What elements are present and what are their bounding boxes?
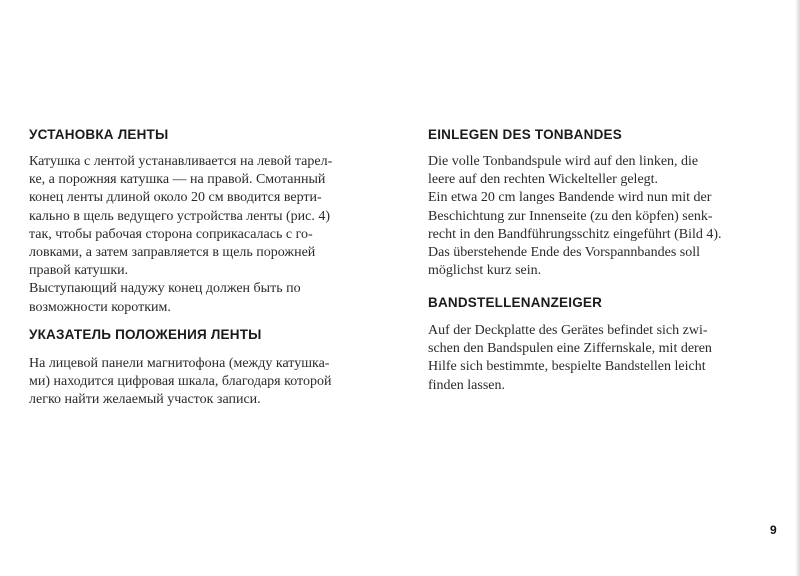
text-line: ке, а порожняя катушка — на правой. Смотанный [29, 172, 326, 188]
text-line: так, чтобы рабочая сторона соприкасалась с го- [29, 226, 313, 242]
heading-tape-loading-ru: УСТАНОВКА ЛЕНТЫ [29, 127, 169, 142]
text-line: Выступающий надужу конец должен быть по [29, 281, 301, 297]
heading-tape-loading-de: EINLEGEN DES TONBANDES [428, 127, 622, 142]
text-line: ловками, а затем заправляется в щель порожней [29, 245, 316, 261]
heading-tape-position-de: BANDSTELLENANZEIGER [428, 295, 603, 310]
text-line: recht in den Bandführungsschitz eingeführt (Bild 4). [428, 226, 722, 242]
text-line: ми) находится цифровая шкала, благодаря которой [29, 374, 332, 390]
paragraph-tape-loading-ru [29, 153, 377, 317]
text-line: Hilfe sich bestimmte, bespielte Bandstellen leicht [428, 359, 706, 375]
text-line: возможности коротким. [29, 299, 171, 315]
text-line: Ein etwa 20 cm langes Bandende wird nun mit der [428, 190, 712, 206]
page-number: 9 [770, 523, 777, 537]
text-line: правой катушки. [29, 263, 129, 279]
text-line: Auf der Deckplatte des Gerätes befindet sich zwi- [428, 323, 708, 338]
text-line: möglichst kurz sein. [428, 263, 542, 279]
text-line: schen den Bandspulen eine Ziffernskale, mit deren [428, 341, 712, 357]
text-line: Die volle Tonbandspule wird auf den linken, die [428, 154, 699, 169]
text-line: finden lassen. [428, 377, 505, 393]
paragraph-tape-loading-de [428, 153, 778, 280]
paragraph-tape-position-ru [29, 355, 377, 410]
text-line: leere auf den rechten Wickelteller gelegt. [428, 172, 659, 188]
heading-tape-position-ru: УКАЗАТЕЛЬ ПОЛОЖЕНИЯ ЛЕНТЫ [29, 327, 262, 342]
text-line: На лицевой панели магнитофона (между катушка- [29, 356, 330, 371]
page-edge-shadow [795, 0, 800, 576]
paragraph-tape-position-de [428, 322, 778, 395]
text-line: Beschichtung zur Innenseite (zu den köpfen) senk- [428, 208, 713, 224]
text-line: кально в щель ведущего устройства ленты (рис. 4) [29, 208, 331, 224]
text-line: Das überstehende Ende des Vorspannbandes soll [428, 245, 701, 261]
text-line: Катушка с лентой устанавливается на левой тарел- [29, 154, 333, 169]
text-line: конец ленты длиной около 20 см вводится верти- [29, 190, 322, 206]
text-line: легко найти желаемый участок записи. [29, 392, 261, 408]
